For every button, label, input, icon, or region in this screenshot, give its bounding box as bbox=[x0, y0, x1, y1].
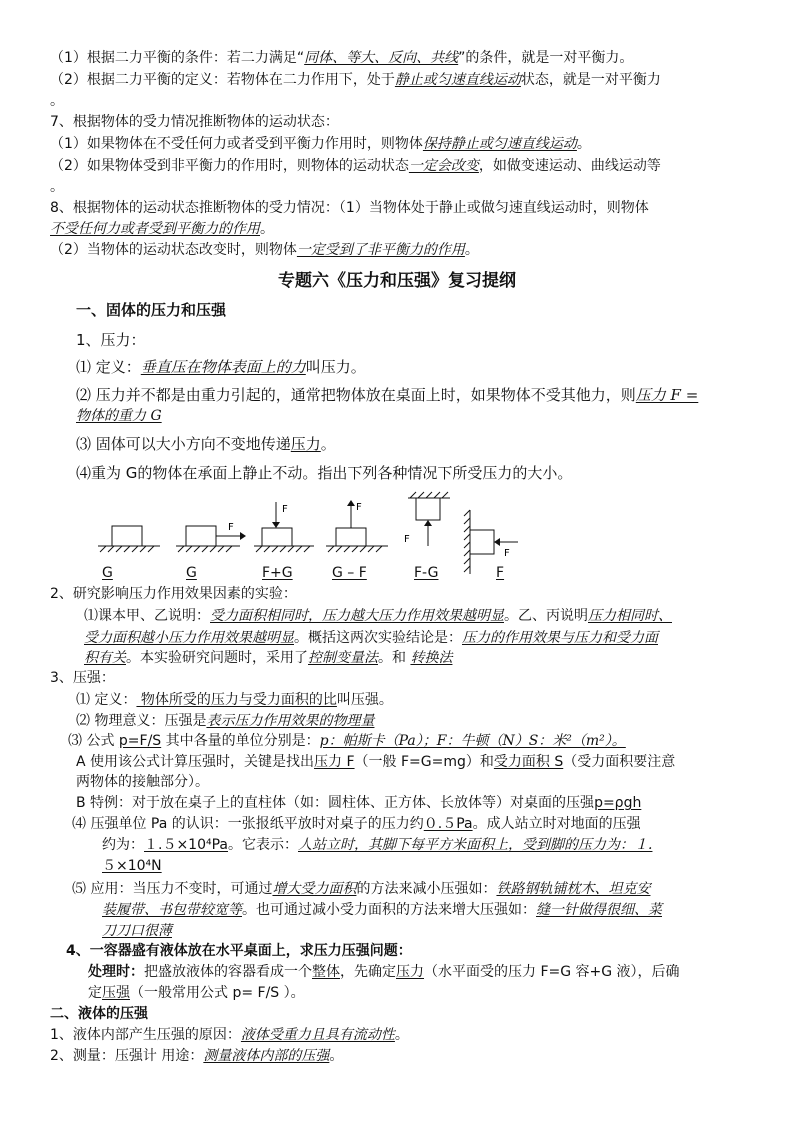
text-line: 装履带、书包带较宽等。也可通过减小受力面积的方法来增大压强如：缝一针做得很细、菜 bbox=[102, 902, 662, 918]
answer-6: F bbox=[496, 565, 505, 581]
text-line: （1）如果物体在不受任何力或者受到平衡力作用时，则物体保持静止或匀速直线运动。 bbox=[50, 136, 591, 152]
text-line: ５×10⁴N bbox=[102, 858, 162, 874]
text-line: B 特例：对于放在桌子上的直柱体（如：圆柱体、正方体、长放体等）对桌面的压强p=ρgh bbox=[76, 795, 642, 811]
block-2 bbox=[186, 526, 216, 546]
answer-1: G bbox=[102, 565, 113, 581]
text-line: 定压强（一般常用公式 p= F/S ）。 bbox=[88, 985, 305, 1001]
force-label: F bbox=[504, 548, 510, 559]
text-line: 1、液体内部产生压强的原因：液体受重力且具有流动性。 bbox=[50, 1027, 409, 1043]
force-diagrams bbox=[90, 490, 550, 582]
text-line: ⑷重为 G的物体在承面上静止不动。指出下列各种情况下所受压力的大小。 bbox=[76, 464, 573, 482]
text-line: 积有关。本实验研究问题时，采用了控制变量法。和 转换法 bbox=[84, 650, 453, 666]
text-line: 8、根据物体的运动状态推断物体的受力情况：（1）当物体处于静止或做匀速直线运动时，则物体 bbox=[50, 200, 649, 216]
block-5 bbox=[416, 498, 440, 520]
force-label: F bbox=[404, 534, 410, 545]
text-line: ⑷ 压强单位 Pa 的认识：一张报纸平放时对桌子的压力约０.５Pa。成人站立时对地面的压强 bbox=[72, 816, 641, 832]
answer-4: G – F bbox=[332, 565, 367, 581]
answer-5: F-G bbox=[414, 565, 439, 581]
text-line: 处理时：把盛放液体的容器看成一个整体，先确定压力（水平面受的压力 F=G 容+G 液），后确 bbox=[88, 964, 680, 980]
text-line: （2）如果物体受到非平衡力的作用时，则物体的运动状态一定会改变，如做变速运动、曲线运动等 bbox=[50, 158, 661, 174]
force-label: F bbox=[228, 522, 234, 533]
text-line: 4、一容器盛有液体放在水平桌面上，求压力压强问题： bbox=[66, 943, 412, 959]
text-line: （2）当物体的运动状态改变时，则物体一定受到了非平衡力的作用。 bbox=[50, 242, 479, 258]
text-line: ⑶ 固体可以大小方向不变地传递压力。 bbox=[76, 435, 336, 453]
ground-hatch-3 bbox=[254, 546, 314, 552]
text-line: 。 bbox=[50, 93, 64, 109]
block-1 bbox=[112, 526, 142, 546]
text-line: （1）根据二力平衡的条件：若二力满足“同体、等大、反向、共线”的条件，就是一对平衡力。 bbox=[50, 50, 634, 66]
text-line: 。 bbox=[50, 179, 64, 195]
text-line: （2）根据二力平衡的定义：若物体在二力作用下，处于静止或匀速直线运动状态，就是一对平衡力 bbox=[50, 72, 661, 88]
text-line: ⑴ 定义： 物体所受的压力与受力面积的比叫压强。 bbox=[76, 692, 393, 708]
section-heading: 二、液体的压强 bbox=[50, 1006, 148, 1022]
text-line: ⑵ 压力并不都是由重力引起的，通常把物体放在桌面上时，如果物体不受其他力，则压力 F = bbox=[76, 386, 699, 404]
text-line: 7、根据物体的受力情况推断物体的运动状态： bbox=[50, 114, 339, 130]
force-label: F bbox=[282, 504, 288, 515]
text-line: 不受任何力或者受到平衡力的作用。 bbox=[50, 221, 274, 237]
text-line: ⑵ 物理意义：压强是表示压力作用效果的物理量 bbox=[76, 713, 375, 729]
block-3 bbox=[262, 528, 292, 546]
text-line: ⑶ 公式 p=F/S 其中各量的单位分别是：p：帕斯卡（Pa）；F：牛顿（N）S：米²（m²）。 bbox=[68, 733, 626, 749]
text-line: ⑴课本甲、乙说明：受力面积相同时，压力越大压力作用效果越明显。乙、丙说明压力相同时、 bbox=[84, 608, 672, 624]
text-line: ⑴ 定义：垂直压在物体表面上的力叫压力。 bbox=[76, 358, 366, 376]
block-6 bbox=[470, 530, 494, 554]
wall-hatch-6 bbox=[464, 510, 470, 574]
section-heading: 一、固体的压力和压强 bbox=[76, 301, 227, 319]
page-title: 专题六《压力和压强》复习提纲 bbox=[278, 271, 516, 291]
text-line: 两物体的接触部分）。 bbox=[76, 774, 209, 790]
force-label: F bbox=[356, 502, 362, 513]
ground-hatch-4 bbox=[326, 546, 388, 552]
text-line: A 使用该公式计算压强时，关键是找出压力 F（一般 F=G=mg）和受力面积 S（受力面积要注意 bbox=[76, 754, 676, 770]
ground-hatch-2 bbox=[176, 546, 240, 552]
text-line: 3、压强： bbox=[50, 670, 115, 686]
ceiling-hatch-5 bbox=[408, 492, 450, 498]
text-line: 2、研究影响压力作用效果因素的实验： bbox=[50, 586, 297, 602]
text-line: 受力面积越小压力作用效果越明显。概括这两次实验结论是：压力的作用效果与压力和受力面 bbox=[84, 630, 658, 646]
text-line: 1、压力： bbox=[76, 331, 146, 349]
text-line: 2、测量：压强计 用途：测量液体内部的压强。 bbox=[50, 1048, 344, 1064]
ground-hatch-1 bbox=[98, 546, 160, 552]
text-line: 物体的重力 G bbox=[76, 408, 162, 424]
answer-2: G bbox=[186, 565, 197, 581]
text-line: 约为：１.５×10⁴Pa。它表示：人站立时，其脚下每平方米面积上，受到脚的压力为：１. bbox=[102, 837, 653, 853]
text-line: ⑸ 应用：当压力不变时，可通过增大受力面积的方法来减小压强如：铁路钢轨铺枕木、坦克安 bbox=[72, 881, 651, 897]
block-4 bbox=[336, 528, 366, 546]
text-line: 刀刀口很薄 bbox=[102, 923, 172, 939]
answer-3: F+G bbox=[262, 565, 293, 581]
